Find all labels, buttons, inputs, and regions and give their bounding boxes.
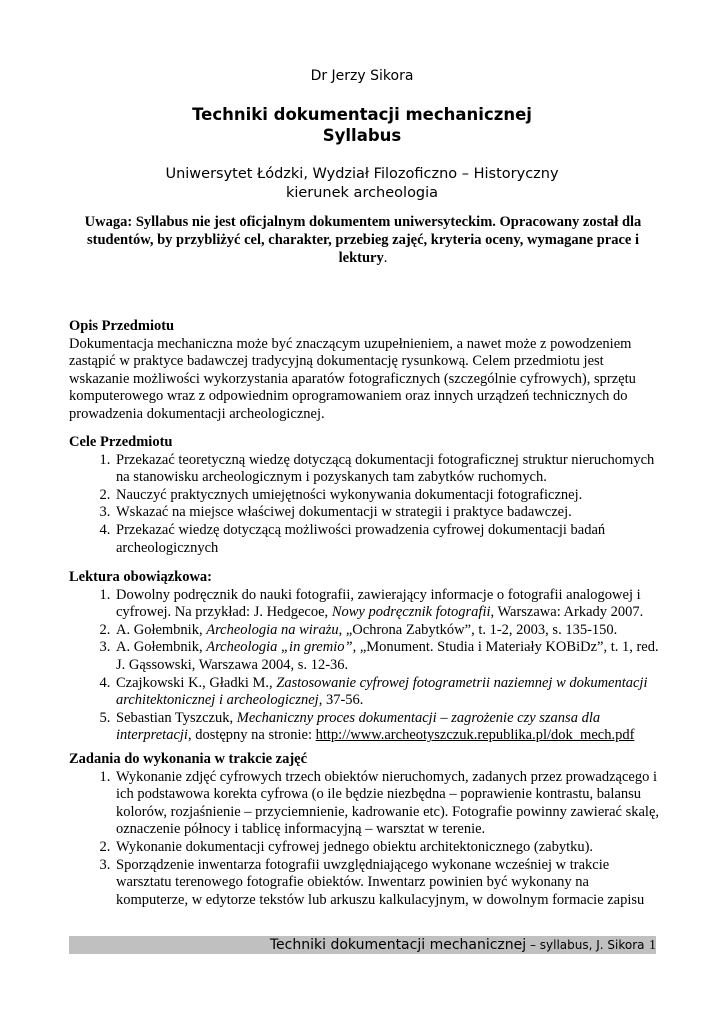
ref-title: Archeologia „in gremio” xyxy=(206,639,353,656)
section-cele xyxy=(69,434,659,557)
section-heading: Zadania do wykonania w trakcie zajęć xyxy=(69,751,308,767)
section-zadania xyxy=(69,751,659,909)
notice-text: Uwaga: Syllabus nie jest oficjalnym dokumentem uniwersyteckim. Opracowany został dla studentów, by przybliżyć cel, charakter, przebieg zajęć, kryteria oceny, wymagane prace i lektury xyxy=(84,214,642,267)
list-item: 1. Przekazać teoretyczną wiedzę dotyczącą dokumentacji fotograficznej struktur nieruchomych na stanowisku archeologicznym i pozyskanych tam zabytków ruchomych. xyxy=(114,452,659,487)
notice-end: . xyxy=(383,250,388,267)
reference-link[interactable]: http://www.archeotyszczuk.republika.pl/dok_mech.pdf xyxy=(315,727,635,744)
section-heading: Cele Przedmiotu xyxy=(69,434,173,450)
title-line-1: Techniki dokumentacji mechanicznej xyxy=(192,105,532,124)
page-title xyxy=(0,104,724,146)
ref-text: Czajkowski K., Gładki M., xyxy=(116,674,277,691)
list-item xyxy=(114,639,659,674)
list-item xyxy=(114,622,659,640)
list-item: 3. Sporządzenie inwentarza fotografii uwzględniającego wykonane wcześniej w trakcie warsztatu terenowego fotografie obiektów. Inwentarz powinien być wykonany na komputerze, w edytorze tekstów lub arkuszu kalkulacyjnym, w dowolnym formacie zapisu xyxy=(114,857,659,910)
list-item: 3. Wskazać na miejsce właściwej dokumentacji w strategii i praktyce badawczej. xyxy=(114,504,659,522)
footer-suffix: – syllabus, J. Sikora xyxy=(526,938,645,952)
ref-text: , 37-56. xyxy=(318,692,364,709)
ref-title: Nowy podręcznik fotografii xyxy=(331,604,491,621)
list-item xyxy=(114,675,659,710)
ref-text: , dostępny na stronie: xyxy=(187,727,316,744)
section-lektura xyxy=(69,569,659,745)
title-line-2: Syllabus xyxy=(322,126,402,145)
list-item: 4. Przekazać wiedzę dotyczącą możliwości prowadzenia cyfrowej dokumentacji badań archeologicznych xyxy=(114,522,659,557)
section-heading: Opis Przedmiotu xyxy=(69,318,175,334)
university-block xyxy=(0,165,724,203)
reading-list xyxy=(69,587,659,745)
page-number: 1 xyxy=(649,938,656,953)
tasks-list xyxy=(69,769,659,910)
ref-text: Dowolny podręcznik do nauki fotografii, zawierający informacje o fotografii analogowej i cyfrowej. Na przykład: J. Hedgecoe, xyxy=(116,586,641,621)
list-item: 2. Nauczyć praktycznych umiejętności wykonywania dokumentacji fotograficznej. xyxy=(114,487,659,505)
ref-text: A. Gołembnik, xyxy=(116,621,207,638)
notice xyxy=(72,213,654,268)
list-item xyxy=(114,710,659,745)
ref-text: Sebastian Tyszczuk, xyxy=(116,709,237,726)
ref-text: , „Monument. Studia i Materiały KOBiDz”, t. 1, red. J. Gąssowski, Warszawa 2004, s. 12-36. xyxy=(116,639,659,673)
section-body: Dokumentacja mechaniczna może być znaczącym uzupełnieniem, a nawet może z powodzeniem zastąpić w praktyce badawczej tradycyjną dokumentację rysunkową. Celem przedmiotu jest wskazanie możliwości wykorzystania aparatów fotograficznych (szczególnie cyfrowych), sprzętu komputerowego wraz z odpowiednim oprogramowaniem oraz innych urządzeń technicznych do prowadzenia dokumentacji archeologicznej. xyxy=(69,335,636,422)
university-name: Uniwersytet Łódzki, Wydział Filozoficzno – Historyczny xyxy=(165,166,559,182)
ref-title: Zastosowanie cyfrowej fotogrametrii naziemnej w dokumentacji architektonicznej i archeologicznej xyxy=(116,674,648,709)
ref-text: A. Gołembnik, xyxy=(116,639,207,656)
ref-title: Mechaniczny proces dokumentacji – zagrożenie czy szansa dla interpretacji xyxy=(116,709,601,744)
ref-title: Archeologia na wirażu xyxy=(206,621,339,638)
section-heading: Lektura obowiązkowa: xyxy=(69,569,212,585)
page-footer xyxy=(69,936,656,954)
list-item xyxy=(114,587,659,622)
author: Dr Jerzy Sikora xyxy=(310,68,414,84)
ref-text: , Warszawa: Arkady 2007. xyxy=(490,604,644,621)
section-opis xyxy=(69,318,659,424)
goals-list xyxy=(69,452,659,558)
list-item: 2. Wykonanie dokumentacji cyfrowej jednego obiektu architektonicznego (zabytku). xyxy=(114,839,659,857)
list-item: 1. Wykonanie zdjęć cyfrowych trzech obiektów nieruchomych, zadanych przez prowadzącego i ich podstawowa korekta cyfrowa (o ile będzie niezbędna – poprawienie kontrastu, balansu kolorów, rozjaśnienie – przyciemnienie, kadrowanie etc). Fotografie powinny zawierać skalę, oznaczenie północy i tablicę informacyjną – warsztat w terenie. xyxy=(114,769,659,839)
field-of-study: kierunek archeologia xyxy=(285,185,439,201)
ref-text: , „Ochrona Zabytków”, t. 1-2, 2003, s. 135-150. xyxy=(338,621,618,638)
footer-title: Techniki dokumentacji mechanicznej xyxy=(269,937,527,953)
